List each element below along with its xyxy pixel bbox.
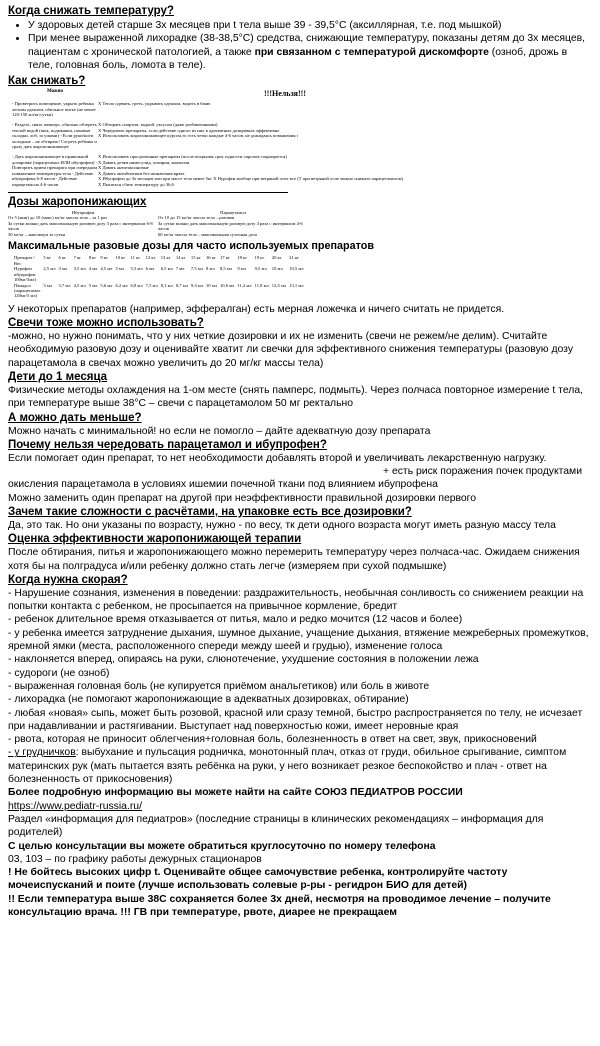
list-item: • У здоровых детей старше 3х месяцев при t тела выше 39 - 39,5°С (аксиллярная, т.е. под мышкой) bbox=[28, 19, 592, 32]
cannot-cell: X Тепло одевать, греть, укрывать одеялом, водить в баню bbox=[98, 101, 211, 107]
can-cell: - Проветрить помещение, укрыть ребенка легким одеялом, обильное питье (не менее 120-150 мл/кг/сутки) bbox=[12, 101, 96, 118]
more-info-text: Более подробную информацию вы можете найти на сайте СОЮЗ ПЕДИАТРОВ РОССИИ bbox=[8, 787, 463, 799]
table-cell: 8 кг bbox=[88, 255, 97, 261]
alternating-text: окисления парацетамола в условиях ишемии почечной ткани под влиянием ибупрофена bbox=[8, 479, 438, 491]
table-cell: 3,5 мл bbox=[73, 266, 86, 272]
ibuprofen-header: Ибупрофен bbox=[71, 209, 95, 215]
table-cell: 11,8 мл bbox=[254, 282, 269, 288]
suppositories-heading: Свечи тоже можно использовать? bbox=[8, 317, 204, 330]
list-item: - любая «новая» сыпь, может быть розовой, красной или сразу темной, быстро распространяется по телу, не исчезает при надавливании и растягивании. Выступает над поверхностью кожи, имеет неровные края bbox=[8, 707, 583, 732]
warning-text: !! Если температура выше 38С сохраняется более 3х дней, несмотря на проводимое лечение – получите консультацию врача. !!! ГВ при температуре, рвоте, диарее не прекращаем bbox=[8, 893, 551, 918]
divider bbox=[8, 192, 288, 193]
table-cell: 6 кг bbox=[58, 255, 67, 261]
max-doses-heading: Максимальные разовые дозы для часто используемых препаратов bbox=[8, 240, 374, 253]
table-cell: 9 мл bbox=[237, 266, 246, 272]
table-cell: 20 кг bbox=[271, 255, 282, 261]
paracetamol-header: Парацетамол bbox=[220, 209, 246, 215]
cannot-cell: X Использовать просроченные препараты (после вскрытия срок годности сиропов сокращается) X Давать детям нимесулид, аспирин, анальгин X Давать антитоксиновые X Давать антибиотики без назначения врача X Ибупрофен до 3х месяцев или при массе тела менее 5кг X Нурофен вообще при ветряной оспе все (Т при ветряной оспе можно снижать парацетамолом) X Пытаться сбить температуру до 36,6 bbox=[98, 153, 404, 187]
table-cell: 12 кг bbox=[145, 255, 156, 261]
infants-label: - у грудничков bbox=[8, 747, 76, 759]
table-cell: 12,5 мл bbox=[271, 282, 287, 288]
suppositories-text: -можно, но нужно понимать, что у них четкие дозировки и их не изменить (свечи не режем/не делим). Считайте необходимую разовую дозу и оценивайте хватит ли свечки для эффективного снижения температуры (разовую дозу парацетамола в свечах можно увеличить до 20 мг/кг массы тела) bbox=[8, 331, 574, 369]
table-cell: 5 кг bbox=[43, 255, 51, 261]
table-cell: 3 мл bbox=[58, 266, 68, 272]
paracetamol-column bbox=[158, 210, 308, 238]
bullet-text: (озноб, дрожь в теле, головная боль, ломота в теле). bbox=[28, 46, 568, 71]
table-cell: 7 кг bbox=[73, 255, 82, 261]
table-row bbox=[14, 283, 307, 299]
table-cell: 13,1 мл bbox=[289, 282, 304, 288]
cannot-cell: X Обтирать спиртом, водкой, уксусом (даже разбавленными) X Чередовать препараты, если действие одного из них в адекватных дозировках эффективно X Использовать жаропонижающее курсом,то есть четко каждые 4-6 часов, не дожидаясь повышения t bbox=[98, 121, 298, 139]
cannot-column-header: !!!Нельзя!!! bbox=[263, 89, 307, 99]
table-cell: 21 кг bbox=[289, 255, 300, 261]
table-cell: 10 мл bbox=[271, 266, 283, 272]
list-item: - рвота, которая не приносит облегчения+головная боль, болезненность в ответ на свет, звук, прикосновений bbox=[8, 734, 537, 746]
list-item: - выраженная головная боль (не купируется приёмом анальгетиков) или боль в животе bbox=[8, 680, 430, 692]
section-text: Раздел «информация для педиатров» (последние страницы в клинических рекомендациях – информация для родителей) bbox=[8, 813, 544, 839]
consult-text: С целью консультации вы можете обратиться круглосуточно по номеру телефона bbox=[8, 840, 436, 852]
table-cell: 6 мл bbox=[145, 266, 155, 272]
table-cell: 19 кг bbox=[254, 255, 265, 261]
table-cell: 10 кг bbox=[115, 255, 126, 261]
pediatr-russia-link[interactable]: https://www.pediatr-russia.ru/ bbox=[8, 800, 142, 812]
ibuprofen-line: 30 мг/кг – максимум за сутки bbox=[8, 231, 66, 237]
table-cell: 9,5 мл bbox=[254, 266, 267, 272]
lower-dose-text: Можно начать с минимальной! но если не помогло – дайте адекватную дозу препарата bbox=[8, 425, 431, 437]
list-item bbox=[8, 746, 592, 786]
table-cell: 9,3 мл bbox=[190, 282, 203, 288]
lower-dose-heading: А можно дать меньше? bbox=[8, 411, 142, 424]
cannot-column bbox=[98, 89, 592, 99]
table-cell: 16 кг bbox=[206, 255, 216, 261]
table-cell: 6,8 мл bbox=[130, 282, 143, 288]
list-item: - лихорадка (не помогают жаропонижающие в адекватных дозировках, обтирание) bbox=[8, 694, 409, 706]
table-cell: 8,5 мл bbox=[219, 266, 233, 272]
newborns-text: Физические методы охлаждения на 1-ом месте (снять памперс, подмыть). Через полчаса повторное измерение t тела, при температуре выше 38°С – свечи с парацетамолом 50 мг ректально bbox=[8, 384, 583, 410]
can-cell: - Раздеть, снять памперс, обильно обтереть теплой водой (шея, подмышки, паховые складки, лоб, за ушами) - Если руки/ноги холодные – не обтирать! Согреть ребенка и сразу дать жаропонижающее bbox=[12, 121, 97, 150]
table-cell: 4 мл bbox=[88, 266, 98, 272]
table-cell: 11,2 мл bbox=[237, 282, 252, 288]
ambulance-heading: Когда нужна скорая? bbox=[8, 573, 128, 586]
table-row bbox=[14, 255, 307, 266]
efficacy-heading: Оценка эффективности жаропонижающей терапии bbox=[8, 533, 302, 546]
bullet-bold-text: при связанном с температурой дискомфорте bbox=[254, 46, 489, 58]
table-row-label: Панадол (парацетамол 120мг/5 мл) bbox=[14, 282, 41, 299]
table-cell: 4,5 мл bbox=[100, 266, 113, 272]
paracetamol-line: За сутки можно дать максимальную разовую дозу 4 раза с интервалом 4-6 часов bbox=[158, 220, 303, 232]
ibuprofen-line: От 5 (мин) до 10 (макс) мг/кг массы тела – за 1 раз bbox=[8, 215, 107, 221]
list-item: - Нарушение сознания, изменения в поведении: раздражительность, необычная сонливость со снижением реакции на попытки контакта с ребенком, не просыпается на привычное кормление, бредит bbox=[8, 587, 584, 613]
doses-columns bbox=[8, 210, 592, 238]
table-cell: 9 кг bbox=[100, 255, 108, 261]
table-cell: 13 кг bbox=[160, 255, 171, 261]
table-cell: 5 мл bbox=[88, 282, 98, 288]
doses-table bbox=[14, 255, 307, 298]
alternating-text: Можно заменить один препарат на другой при неэффективности правильной дозировки первого bbox=[8, 492, 477, 504]
do-dont-row bbox=[8, 154, 592, 190]
table-row-label: Препарат / Вес bbox=[14, 255, 35, 266]
can-cell: - Дать жаропонижающее в правильной дозировке (парацетамол ИЛИ ибупрофен) - Повторить прием препарата при очередном повышении температуры тела - Действие ибупрофена 6-8 часов - Действие парацетамола 4-6 часов bbox=[12, 153, 98, 187]
table-cell: 8 мл bbox=[206, 266, 215, 272]
calculations-heading: Зачем такие сложности с расчётами, на упаковке есть все дозировки? bbox=[8, 505, 412, 518]
table-cell: 7 мл bbox=[175, 266, 185, 272]
table-cell: 4,5 мл bbox=[73, 282, 86, 288]
table-cell: 7,5 мл bbox=[190, 266, 203, 272]
measuring-spoon-note: У некоторых препаратов (например, эффералган) есть мерная ложечка и ничего считать не придется. bbox=[8, 303, 505, 315]
table-cell: 10,6 мл bbox=[219, 282, 235, 288]
list-item: - наклоняется вперед, опираясь на руки, слюнотечение, ухудшение состояния в положении лежа bbox=[8, 654, 479, 666]
table-cell: 5,5 мл bbox=[130, 266, 143, 272]
table-cell: 18 кг bbox=[237, 255, 248, 261]
table-cell: 5,6 мл bbox=[100, 282, 113, 288]
ibuprofen-line: За сутки можно дать максимальную разовую дозу 3 раза с интервалом 6-8 часов bbox=[8, 220, 153, 232]
table-cell: 10 мл bbox=[206, 282, 217, 288]
table-row bbox=[14, 266, 307, 282]
table-cell: 6,5 мл bbox=[160, 266, 173, 272]
calculations-text: Да, это так. Но они указаны по возрасту, нужно - по весу, тк дети одного возраста могут иметь разную массу тела bbox=[8, 519, 556, 531]
list-item: - судороги (не озноб) bbox=[8, 667, 110, 679]
do-dont-row bbox=[8, 101, 592, 120]
table-cell: 5 мл bbox=[115, 266, 125, 272]
alternating-text: + есть риск поражения почек продуктами bbox=[383, 466, 582, 478]
table-cell: 15 кг bbox=[190, 255, 201, 261]
paracetamol-line: От 10 до 15 мг/кг массы тела – разовая bbox=[158, 215, 234, 221]
table-cell: 3 мл bbox=[43, 282, 53, 288]
how-to-lower-heading: Как снижать? bbox=[8, 75, 86, 88]
efficacy-text: После обтирания, питья и жаропонижающего можно перемерить температуру через полчаса-час. Ожидаем снижения хотя бы на полградуса и/или ребенку должно стать легче (измеряем при сухой подмышке) bbox=[8, 547, 580, 572]
table-cell: 11 кг bbox=[130, 255, 141, 261]
list-item bbox=[28, 32, 592, 72]
warning-text: ! Не бойтесь высоких цифр t. Оценивайте общее самочувствие ребенка, контролируйте частоту мочеиспусканий и поите (лучше использовать солевые р-ры - регидрон БИО для детей) bbox=[8, 867, 508, 892]
list-item: - ребенок длительное время отказывается от питья, мало и редко мочится (12 часов и более) bbox=[8, 614, 463, 626]
when-to-lower-heading: Когда снижать температуру? bbox=[8, 5, 174, 17]
table-cell: 14 кг bbox=[175, 255, 186, 261]
list-item: - у ребенка имеется затруднение дыхания, шумное дыхание, учащение дыхания, втяжение межреберных промежутков, яремной ямки (места, расположенного спереди между шеей и грудью), изменение голоса bbox=[8, 627, 589, 653]
pediatr-link-line bbox=[8, 800, 592, 813]
bullet-text: При менее выраженной лихорадке (38-38,5°С) средства, снижающие температуру, показаны детям до 3х месяцев, пациентам с хронической патологией, а также bbox=[28, 33, 586, 58]
table-cell: 8,7 мл bbox=[175, 282, 188, 288]
when-to-lower-list bbox=[8, 19, 592, 72]
table-cell: 6,2 мл bbox=[115, 282, 128, 288]
table-cell: 3,7 мл bbox=[58, 282, 71, 288]
do-dont-row bbox=[8, 122, 592, 152]
ibuprofen-column bbox=[8, 210, 158, 238]
infants-text: : выбухание и пульсация родничка, монотонный плач, отказ от груди, обильное срыгивание, симптом материнских рук (мать пытается взять ребёнка на руки, у него возникает резкое беспокойство и плач - ответ на болезненность от прикосновения) bbox=[8, 747, 567, 786]
table-cell: 8,1 мл bbox=[160, 282, 173, 288]
alternating-heading: Почему нельзя чередовать парацетамол и ибупрофен? bbox=[8, 438, 327, 451]
can-column bbox=[8, 89, 98, 99]
do-dont-table bbox=[8, 89, 592, 99]
paracetamol-line: 60 мг/кг массы тела – максимальная суточная доза bbox=[158, 231, 257, 237]
can-column-header: Можно bbox=[46, 89, 64, 95]
table-row-label: Нурофен ибупрофен 100мг/5мл) bbox=[14, 266, 36, 283]
table-cell: 17 кг bbox=[219, 255, 230, 261]
table-cell: 2,5 мл bbox=[43, 266, 56, 272]
doses-heading: Дозы жаропонижающих bbox=[8, 195, 147, 208]
table-cell: 7,5 мл bbox=[145, 282, 158, 288]
alternating-text: Если помогает один препарат, то нет необходимости добавлять второй и увеличивать лекарственную нагрузку. bbox=[8, 452, 547, 464]
phone-numbers: 03, 103 – по графику работы дежурных стационаров bbox=[8, 853, 262, 865]
newborns-heading: Дети до 1 месяца bbox=[8, 370, 108, 383]
table-cell: 10,5 мл bbox=[289, 266, 304, 272]
